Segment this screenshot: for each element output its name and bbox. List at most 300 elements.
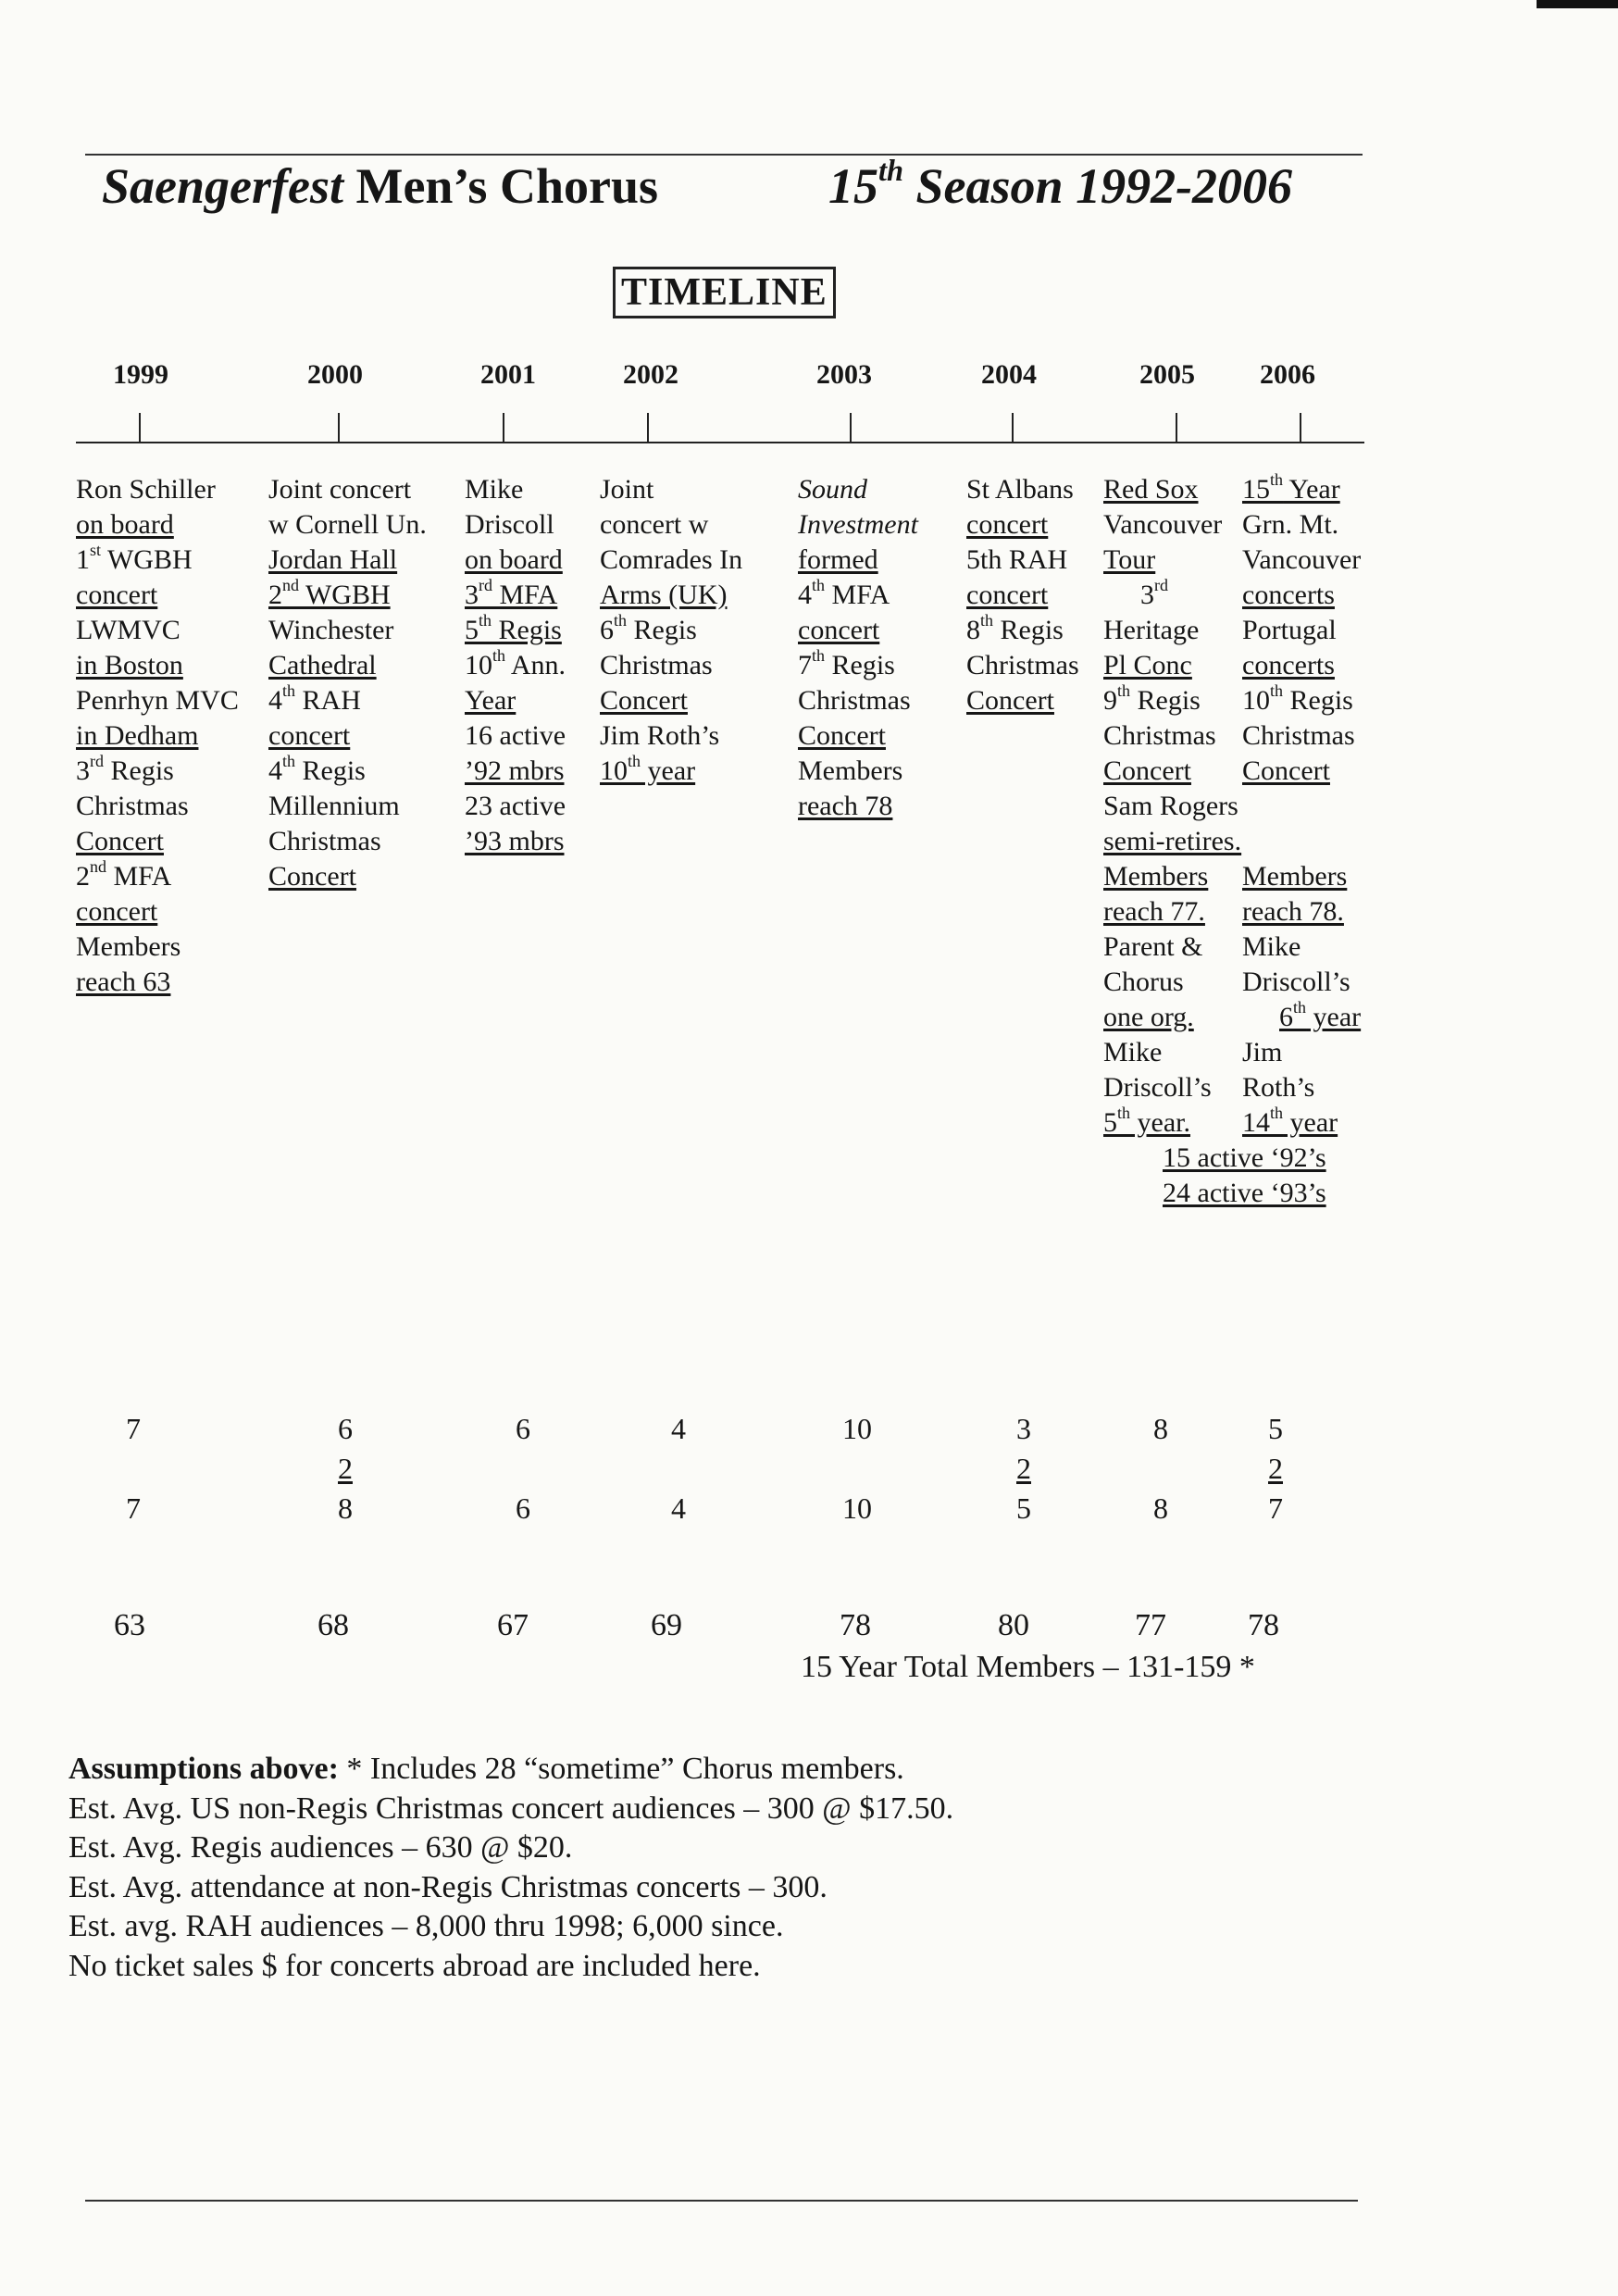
timeline-entry-text: Comrades In <box>600 544 743 575</box>
ordinal-number: 14 <box>1242 1107 1270 1138</box>
count-mid: 2 <box>338 1452 353 1485</box>
timeline-entry-line <box>1103 613 1241 648</box>
timeline-entry-line <box>268 683 427 718</box>
page-title <box>102 157 658 215</box>
timeline-entry-line <box>798 648 918 683</box>
timeline-entry-text: Vancouver <box>1103 509 1223 540</box>
timeline-column-2003 <box>798 472 918 824</box>
timeline-tick <box>1176 413 1177 443</box>
count-mid: 2 <box>1016 1452 1031 1485</box>
timeline-entry-text <box>1242 1104 1338 1138</box>
timeline-entry-text <box>600 752 696 786</box>
timeline-entry-text: Joint concert <box>268 474 412 505</box>
timeline-entry-text <box>1279 998 1362 1032</box>
ordinal-suffix: rd <box>479 576 492 595</box>
entry-rest: MFA <box>825 580 890 610</box>
timeline-entry-line <box>1103 824 1241 859</box>
timeline-entry-line <box>966 613 1079 648</box>
timeline-entry-line <box>1103 1070 1241 1105</box>
timeline-entry-line <box>76 859 239 894</box>
timeline-entry-text: ’93 mbrs <box>465 826 565 856</box>
timeline-entry-line <box>76 930 239 965</box>
timeline-entry-text: Parent & <box>1103 931 1203 962</box>
count-top: 3 <box>1016 1412 1031 1445</box>
timeline-entry-line <box>76 894 239 930</box>
timeline-entry-line <box>798 718 918 754</box>
ordinal-suffix: th <box>282 752 296 771</box>
timeline-entry-line <box>1103 859 1241 894</box>
timeline-column-2000 <box>268 472 427 894</box>
timeline-entry-line <box>76 472 239 507</box>
timeline-entry-text: Grn. Mt. <box>1242 509 1339 540</box>
timeline-entry-text: Mike <box>1103 1037 1163 1067</box>
timeline-entry-text <box>1242 681 1353 716</box>
count-bottom: 7 <box>1268 1491 1283 1525</box>
timeline-entry-line <box>76 754 239 789</box>
timeline-column-1999 <box>76 472 239 1000</box>
timeline-entry-line <box>600 718 742 754</box>
timeline-entry-text <box>1103 1104 1190 1138</box>
timeline-entry-text <box>268 681 361 716</box>
timeline-entry-line <box>465 613 566 648</box>
ordinal-suffix: nd <box>282 576 299 595</box>
entry-rest: MFA <box>492 580 558 610</box>
timeline-entry-text: Members <box>798 755 903 786</box>
ordinal-number: 3 <box>1140 580 1154 610</box>
timeline-entry-line <box>1242 507 1361 543</box>
timeline-entry-text: Driscoll’s <box>1103 1072 1212 1103</box>
ordinal-number: 8 <box>966 615 980 645</box>
timeline-entry-text: concert <box>966 509 1049 540</box>
timeline-entry-line <box>1242 648 1361 683</box>
timeline-entry-line <box>1103 578 1241 613</box>
timeline-entry-line <box>268 507 427 543</box>
timeline-entry-line <box>1242 965 1361 1000</box>
timeline-entry-text: Mike <box>465 474 524 505</box>
timeline-entry-line <box>465 754 566 789</box>
timeline-entry-line <box>465 543 566 578</box>
ordinal-number: 1 <box>76 544 90 575</box>
timeline-tick <box>647 413 649 443</box>
ordinal-suffix: rd <box>90 752 104 771</box>
year-label-1999: 1999 <box>113 359 168 390</box>
timeline-entry-line <box>600 472 742 507</box>
timeline-entry-line <box>76 718 239 754</box>
count-top: 6 <box>516 1412 530 1445</box>
entry-rest: year <box>1306 1002 1362 1032</box>
timeline-entry-text: Members <box>76 931 181 962</box>
ordinal-number: 10 <box>465 650 492 680</box>
timeline-entry-line <box>1242 1070 1361 1105</box>
timeline-entry-text: Concert <box>1242 755 1330 786</box>
timeline-entry-line <box>798 754 918 789</box>
assumption-line: Est. Avg. US non-Regis Christmas concert audiences – 300 @ $17.50. <box>68 1791 954 1826</box>
timeline-entry-text: Tour <box>1103 544 1156 575</box>
count-bottom: 10 <box>842 1491 872 1525</box>
timeline-entry-line <box>268 824 427 859</box>
timeline-entry-line <box>1242 472 1361 507</box>
count-bottom: 4 <box>671 1491 686 1525</box>
year-total: 78 <box>1248 1608 1279 1642</box>
active-members-note: 15 active ‘92’s <box>1163 1142 1326 1173</box>
timeline-entry-text: Portugal <box>1242 615 1337 645</box>
timeline-entry-line <box>798 472 918 507</box>
timeline-entry-line <box>600 754 742 789</box>
assumption-line: No ticket sales $ for concerts abroad are included here. <box>68 1948 761 1983</box>
entry-rest: Year <box>1283 474 1340 505</box>
timeline-entry-text: Jordan Hall <box>268 544 398 575</box>
timeline-entry-text: Concert <box>798 720 886 751</box>
count-top: 10 <box>842 1412 872 1445</box>
timeline-entry-text: Christmas <box>76 791 189 821</box>
timeline-entry-text: on board <box>465 544 563 575</box>
assumptions-block <box>68 1750 953 1986</box>
year-total: 69 <box>651 1608 682 1642</box>
timeline-entry-text: Jim Roth’s <box>600 720 720 751</box>
timeline-entry-line <box>966 683 1079 718</box>
page-edge-mark <box>1537 0 1618 8</box>
timeline-entry-line <box>1242 1105 1361 1141</box>
timeline-entry-text: reach 63 <box>76 967 171 997</box>
count-mid: 2 <box>1268 1452 1283 1485</box>
timeline-entry-line <box>268 472 427 507</box>
ordinal-number: 4 <box>268 755 282 786</box>
count-bottom: 6 <box>516 1491 530 1525</box>
ordinal-suffix: th <box>1270 681 1284 701</box>
timeline-entry-line <box>268 648 427 683</box>
year-total: 63 <box>114 1608 145 1642</box>
timeline-entry-text: ’92 mbrs <box>465 755 565 786</box>
timeline-entry-line <box>798 543 918 578</box>
ordinal-suffix: rd <box>1154 576 1168 595</box>
assumptions-heading: Assumptions above: <box>68 1752 339 1786</box>
timeline-entry-text: reach 78. <box>1242 896 1344 927</box>
timeline-entry-text: Heritage <box>1103 615 1200 645</box>
title-mens-chorus: Men’s Chorus <box>342 158 658 214</box>
timeline-entry-text: semi-retires. <box>1103 826 1242 856</box>
timeline-entry-text: one org. <box>1103 1002 1194 1032</box>
timeline-entry-line <box>268 789 427 824</box>
ordinal-suffix: nd <box>90 857 106 877</box>
timeline-column-2005 <box>1103 472 1241 1141</box>
ordinal-suffix: th <box>479 611 492 630</box>
timeline-entry-line <box>1242 1035 1361 1070</box>
year-label-2002: 2002 <box>623 359 678 390</box>
timeline-entry-line <box>1103 1000 1241 1035</box>
timeline-entry-text: Jim <box>1242 1037 1283 1067</box>
entry-rest: Regis <box>993 615 1064 645</box>
timeline-column-2006 <box>1242 472 1361 1141</box>
year-total: 80 <box>998 1608 1029 1642</box>
entry-rest: year. <box>1130 1107 1190 1138</box>
timeline-entry-line <box>600 543 742 578</box>
ordinal-number: 7 <box>798 650 812 680</box>
season-ordinal-number: 15 <box>828 158 878 214</box>
ordinal-suffix: th <box>492 646 506 666</box>
entry-rest: Regis <box>104 755 174 786</box>
timeline-entry-text <box>600 611 697 645</box>
timeline-entry-line <box>798 578 918 613</box>
timeline-entry-line <box>798 613 918 648</box>
timeline-entry-line <box>268 613 427 648</box>
timeline-entry-line <box>76 789 239 824</box>
timeline-tick <box>139 413 141 443</box>
timeline-entry-line <box>465 472 566 507</box>
assumptions-first-line: * Includes 28 “sometime” Chorus members. <box>338 1752 904 1786</box>
timeline-entry-line <box>1103 789 1241 824</box>
timeline-entry-text: Concert <box>76 826 164 856</box>
timeline-entry-line <box>600 578 742 613</box>
timeline-entry-text: Cathedral <box>268 650 377 680</box>
timeline-entry-text: Year <box>465 685 517 716</box>
timeline-entry-line <box>465 718 566 754</box>
timeline-entry-text: Sound <box>798 474 867 505</box>
timeline-entry-line <box>1103 507 1241 543</box>
timeline-entry-line <box>76 965 239 1000</box>
season-label: Season 1992-2006 <box>903 158 1293 214</box>
ordinal-suffix: th <box>282 681 296 701</box>
count-top: 4 <box>671 1412 686 1445</box>
timeline-entry-text <box>465 576 558 610</box>
timeline-column-2004 <box>966 472 1079 718</box>
year-label-2004: 2004 <box>981 359 1037 390</box>
entry-rest: year <box>641 755 696 786</box>
entry-rest: WGBH <box>299 580 391 610</box>
timeline-entry-text: Concert <box>1103 755 1191 786</box>
timeline-entry-line <box>1242 1000 1361 1035</box>
entry-rest: Regis <box>295 755 366 786</box>
timeline-entry-text: Investment <box>798 509 918 540</box>
timeline-axis <box>76 442 1364 443</box>
timeline-entry-text <box>76 541 193 575</box>
ordinal-number: 5 <box>465 615 479 645</box>
ordinal-number: 15 <box>1242 474 1270 505</box>
timeline-entry-text <box>268 752 366 786</box>
ordinal-suffix: th <box>1293 998 1307 1017</box>
timeline-entry-line <box>966 472 1079 507</box>
ordinal-number: 3 <box>76 755 90 786</box>
timeline-entry-text <box>966 611 1064 645</box>
timeline-entry-line <box>76 824 239 859</box>
count-top: 6 <box>338 1412 353 1445</box>
ordinal-number: 10 <box>1242 685 1270 716</box>
timeline-entry-text: Winchester <box>268 615 394 645</box>
count-bottom: 8 <box>1153 1491 1168 1525</box>
timeline-entry-text: Christmas <box>1103 720 1216 751</box>
entry-rest: RAH <box>295 685 361 716</box>
timeline-entry-text: Red Sox <box>1103 474 1199 505</box>
ordinal-number: 10 <box>600 755 628 786</box>
timeline-tick <box>338 413 340 443</box>
timeline-entry-line <box>1242 543 1361 578</box>
timeline-entry-line <box>1103 472 1241 507</box>
ordinal-number: 3 <box>465 580 479 610</box>
ordinal-number: 6 <box>1279 1002 1293 1032</box>
timeline-entry-text: Driscoll <box>465 509 554 540</box>
timeline-tick <box>1012 413 1014 443</box>
timeline-entry-line <box>1103 1035 1241 1070</box>
timeline-entry-text <box>76 752 174 786</box>
timeline-entry-text: Pl Conc <box>1103 650 1192 680</box>
timeline-entry-text: on board <box>76 509 174 540</box>
timeline-entry-line <box>1103 965 1241 1000</box>
timeline-entry-text: concert w <box>600 509 709 540</box>
timeline-entry-line <box>1103 930 1241 965</box>
entry-rest: Regis <box>825 650 895 680</box>
timeline-entry-line <box>1103 718 1241 754</box>
ordinal-suffix: th <box>980 611 994 630</box>
timeline-entry-text <box>465 611 562 645</box>
ordinal-suffix: th <box>628 752 641 771</box>
timeline-entry-text <box>798 576 890 610</box>
timeline-entry-line <box>1103 683 1241 718</box>
ordinal-number: 9 <box>1103 685 1117 716</box>
timeline-entry-line <box>1242 894 1361 930</box>
timeline-entry-text <box>798 646 895 680</box>
assumption-line: Est. Avg. attendance at non-Regis Christmas concerts – 300. <box>68 1869 828 1904</box>
count-top: 5 <box>1268 1412 1283 1445</box>
timeline-entry-line <box>1103 543 1241 578</box>
timeline-entry-line <box>1242 824 1361 859</box>
timeline-entry-text: concert <box>76 896 158 927</box>
timeline-entry-text: concert <box>966 580 1049 610</box>
timeline-entry-line <box>1103 754 1241 789</box>
timeline-entry-text: reach 77. <box>1103 896 1205 927</box>
timeline-entry-text: Concert <box>600 685 688 716</box>
ordinal-suffix: th <box>1270 1104 1284 1123</box>
year-total: 67 <box>497 1608 529 1642</box>
timeline-entry-text: w Cornell Un. <box>268 509 427 540</box>
timeline-entry-text: concert <box>268 720 351 751</box>
timeline-entry-line <box>798 789 918 824</box>
timeline-entry-text <box>465 646 566 680</box>
timeline-entry-text: Concert <box>966 685 1054 716</box>
timeline-entry-line <box>465 683 566 718</box>
timeline-entry-line <box>798 683 918 718</box>
timeline-column-2002 <box>600 472 742 789</box>
year-label-2006: 2006 <box>1260 359 1315 390</box>
timeline-entry-line <box>1242 613 1361 648</box>
timeline-entry-line <box>1242 754 1361 789</box>
timeline-entry-line <box>76 507 239 543</box>
timeline-entry-line <box>966 543 1079 578</box>
timeline-entry-text <box>1103 681 1201 716</box>
count-top: 8 <box>1153 1412 1168 1445</box>
ordinal-suffix: th <box>812 646 826 666</box>
timeline-entry-line <box>1242 930 1361 965</box>
year-label-2000: 2000 <box>307 359 363 390</box>
timeline-entry-line <box>465 824 566 859</box>
timeline-entry-text: Penrhyn MVC <box>76 685 239 716</box>
timeline-entry-text: 5th RAH <box>966 544 1068 575</box>
timeline-entry-text: Christmas <box>1242 720 1355 751</box>
timeline-entry-line <box>268 543 427 578</box>
timeline-entry-text: Sam Rogers <box>1103 791 1238 821</box>
timeline-entry-text: Concert <box>268 861 356 892</box>
timeline-entry-line <box>465 578 566 613</box>
assumption-line: Est. Avg. Regis audiences – 630 @ $20. <box>68 1830 573 1865</box>
timeline-entry-text: concert <box>798 615 880 645</box>
ordinal-suffix: th <box>614 611 628 630</box>
year-label-2003: 2003 <box>816 359 872 390</box>
timeline-tick <box>503 413 504 443</box>
active-members-note: 24 active ‘93’s <box>1163 1178 1326 1208</box>
timeline-entry-text: Roth’s <box>1242 1072 1315 1103</box>
timeline-entry-line <box>268 718 427 754</box>
ordinal-number: 2 <box>76 861 90 892</box>
timeline-entry-text: 23 active <box>465 791 566 821</box>
timeline-entry-line <box>268 578 427 613</box>
year-label-2005: 2005 <box>1139 359 1195 390</box>
ordinal-number: 4 <box>268 685 282 716</box>
timeline-entry-line <box>465 507 566 543</box>
timeline-entry-text: Driscoll’s <box>1242 967 1350 997</box>
timeline-entry-text: Mike <box>1242 931 1301 962</box>
ordinal-suffix: th <box>1117 681 1131 701</box>
timeline-entry-line <box>76 613 239 648</box>
timeline-entry-text: Christmas <box>966 650 1079 680</box>
ordinal-suffix: th <box>812 576 826 595</box>
timeline-entry-text <box>1140 576 1168 610</box>
timeline-entry-text: LWMVC <box>76 615 180 645</box>
timeline-tick <box>850 413 852 443</box>
timeline-column-2001 <box>465 472 566 859</box>
timeline-entry-text: in Dedham <box>76 720 199 751</box>
timeline-entry-text: Christmas <box>600 650 713 680</box>
timeline-entry-text: Christmas <box>798 685 911 716</box>
timeline-entry-text <box>268 576 391 610</box>
timeline-tick <box>1300 413 1301 443</box>
timeline-entry-text: Arms (UK) <box>600 580 728 610</box>
timeline-entry-line <box>1242 789 1361 824</box>
timeline-entry-line <box>1242 578 1361 613</box>
total-members: 15 Year Total Members – 131-159 * <box>801 1650 1255 1684</box>
timeline-entry-text: concerts <box>1242 580 1335 610</box>
timeline-entry-line <box>798 507 918 543</box>
year-label-2001: 2001 <box>480 359 536 390</box>
count-bottom: 8 <box>338 1491 353 1525</box>
timeline-entry-text: reach 78 <box>798 791 893 821</box>
timeline-entry-text: 16 active <box>465 720 566 751</box>
year-total: 77 <box>1135 1608 1166 1642</box>
timeline-entry-line <box>1242 683 1361 718</box>
assumption-line: Est. avg. RAH audiences – 8,000 thru 1998; 6,000 since. <box>68 1909 784 1943</box>
entry-rest: Regis <box>1130 685 1201 716</box>
timeline-entry-line <box>966 507 1079 543</box>
timeline-entry-line <box>465 648 566 683</box>
timeline-entry-text: concert <box>76 580 158 610</box>
ordinal-number: 5 <box>1103 1107 1117 1138</box>
entry-rest: year <box>1283 1107 1338 1138</box>
entry-rest: Ann. <box>505 650 566 680</box>
ordinal-suffix: th <box>1117 1104 1131 1123</box>
ordinal-suffix: st <box>90 541 102 560</box>
timeline-entry-line <box>966 648 1079 683</box>
timeline-entry-line <box>1103 648 1241 683</box>
entry-rest: Regis <box>492 615 562 645</box>
timeline-entry-text: concerts <box>1242 650 1335 680</box>
timeline-entry-line <box>76 578 239 613</box>
timeline-entry-text: Christmas <box>268 826 381 856</box>
year-total: 68 <box>317 1608 349 1642</box>
timeline-entry-line <box>1103 1105 1241 1141</box>
timeline-entry-line <box>600 683 742 718</box>
timeline-entry-text: formed <box>798 544 878 575</box>
entry-rest: MFA <box>106 861 172 892</box>
header-rule <box>85 154 1363 156</box>
ordinal-number: 2 <box>268 580 282 610</box>
timeline-entry-text: Chorus <box>1103 967 1184 997</box>
